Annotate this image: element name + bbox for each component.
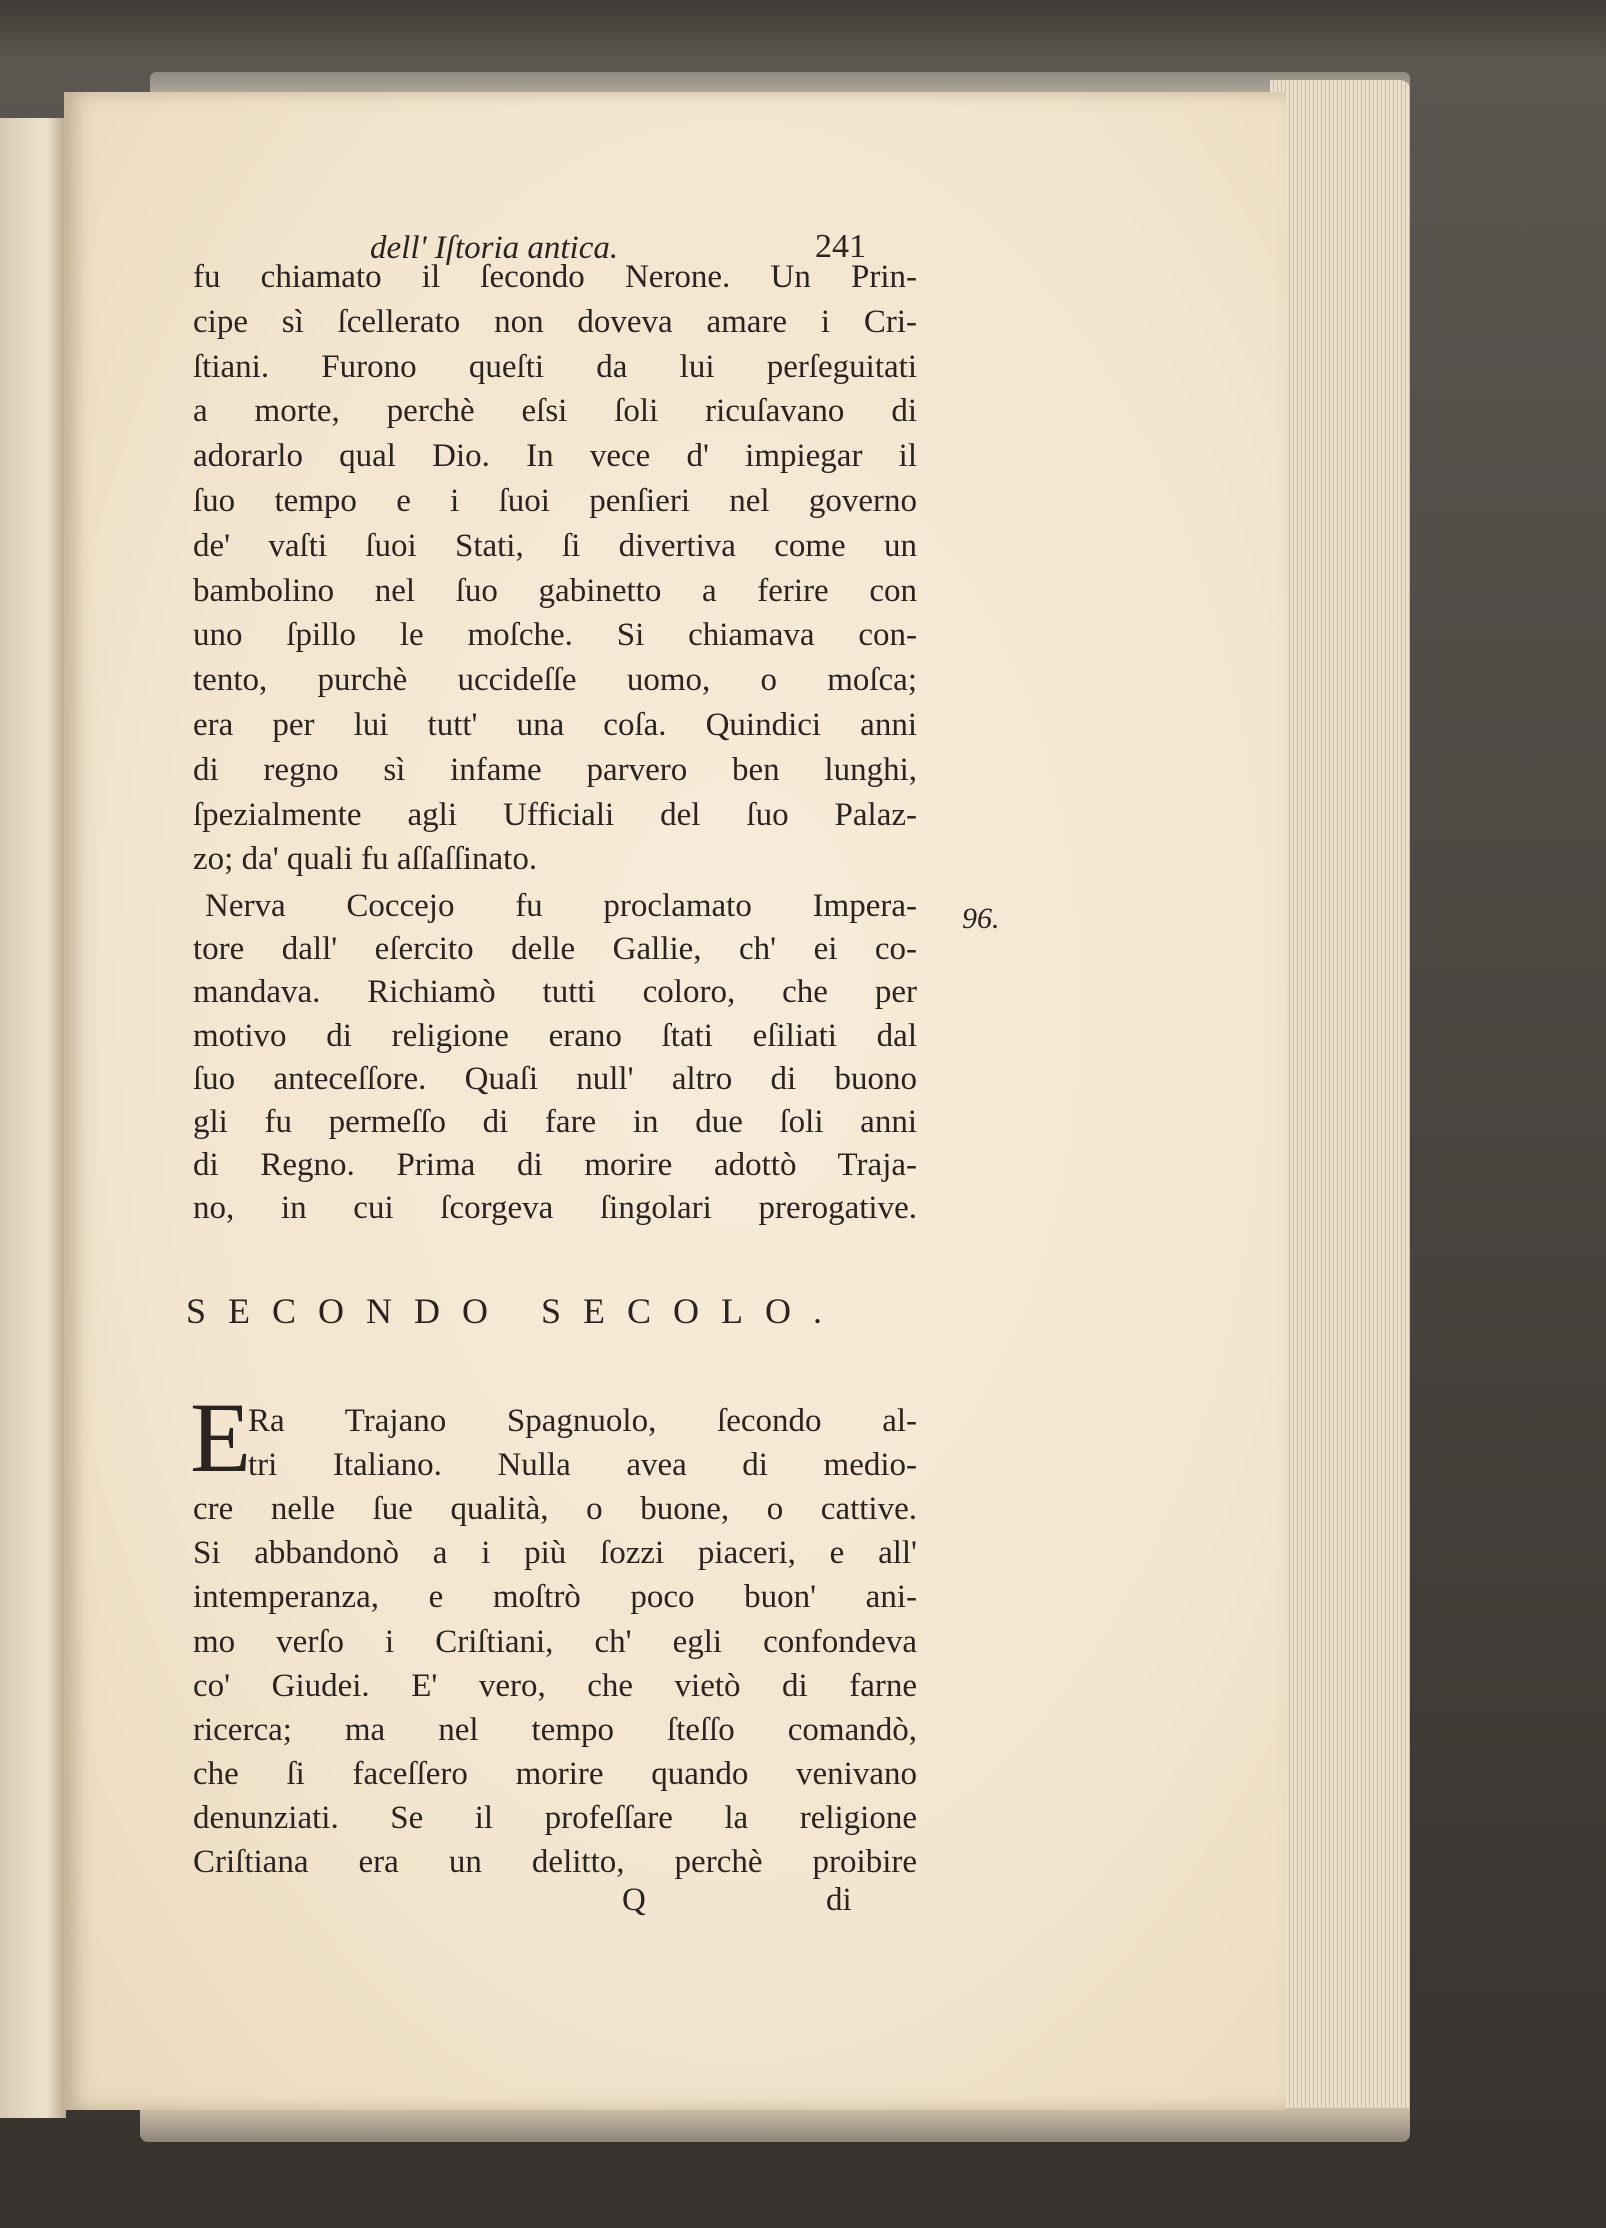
catchword: di — [826, 1882, 852, 1918]
book-bottom-edge — [140, 2108, 1410, 2142]
text-line: co' Giudei. E' vero, che vietò di farne — [193, 1667, 917, 1704]
text-line: mandava. Richiamò tutti coloro, che per — [193, 974, 917, 1011]
text-line: ricerca; ma nel tempo ſteſſo comandò, — [193, 1711, 917, 1748]
text-line: che ſi faceſſero morire quando venivano — [193, 1755, 917, 1792]
signature-mark: Q — [622, 1882, 646, 1918]
text-line: Nerva Coccejo fu proclamato Impera- — [205, 888, 917, 924]
page-number: 241 — [815, 228, 866, 265]
text-line: bambolino nel ſuo gabinetto a ferire con — [193, 572, 917, 609]
text-line: Si abbandonò a i più ſozzi piaceri, e all' — [193, 1535, 917, 1572]
drop-cap: E — [190, 1382, 252, 1493]
margin-note-year: 96. — [962, 902, 1000, 935]
text-line: a morte, perchè eſsi ſoli ricuſavano di — [193, 393, 917, 430]
text-line: mo verſo i Criſtiani, ch' egli confondeva — [193, 1623, 917, 1660]
text-line: cre nelle ſue qualità, o buone, o cattive. — [193, 1491, 917, 1528]
text-line: tore dall' eſercito delle Gallie, ch' ei co- — [193, 931, 917, 968]
text-line: adorarlo qual Dio. In vece d' impiegar il — [193, 438, 917, 475]
text-line: tri Italiano. Nulla avea di medio- — [248, 1447, 917, 1484]
text-line: motivo di religione erano ſtati eſiliati dal — [193, 1017, 917, 1054]
text-line: gli fu permeſſo di fare in due ſoli anni — [193, 1104, 917, 1140]
text-line: intemperanza, e moſtrò poco buon' ani- — [193, 1579, 917, 1616]
text-line: tento, purchè uccideſſe uomo, o moſca; — [193, 662, 917, 699]
text-line: era per lui tutt' una coſa. Quindici anni — [193, 707, 917, 743]
text-line: Ra Trajano Spagnuolo, ſecondo al- — [248, 1403, 917, 1439]
text-line: cipe sì ſcellerato non doveva amare i Cri- — [193, 303, 917, 340]
section-heading: SECONDO SECOLO. — [186, 1291, 845, 1331]
text-line: di regno sì infame parvero ben lunghi, — [193, 751, 917, 788]
text-line: zo; da' quali fu aſſaſſinato. — [193, 841, 538, 878]
facing-page-edge — [0, 118, 66, 2118]
running-head: dell' Iſtoria antica. — [370, 230, 619, 266]
text-line: ſuo tempo e i ſuoi penſieri nel governo — [193, 483, 917, 519]
text-line: fu chiamato il ſecondo Nerone. Un Prin- — [193, 259, 917, 295]
text-line: uno ſpillo le moſche. Si chiamava con- — [193, 617, 917, 654]
text-line: ſpezialmente agli Ufficiali del ſuo Palaz- — [193, 796, 917, 833]
text-line: Criſtiana era un delitto, perchè proibire — [193, 1844, 917, 1880]
text-line: denunziati. Se il profeſſare la religione — [193, 1799, 917, 1836]
text-line: di Regno. Prima di morire adottò Traja- — [193, 1147, 917, 1184]
text-line: ſuo anteceſſore. Quaſi null' altro di buono — [193, 1060, 917, 1097]
text-line: ſtiani. Furono queſti da lui perſeguitati — [193, 348, 917, 385]
text-line: no, in cui ſcorgeva ſingolari prerogative. — [193, 1190, 917, 1227]
page-stack-edge — [1270, 80, 1410, 2140]
text-line: de' vaſti ſuoi Stati, ſi divertiva come un — [193, 527, 917, 564]
